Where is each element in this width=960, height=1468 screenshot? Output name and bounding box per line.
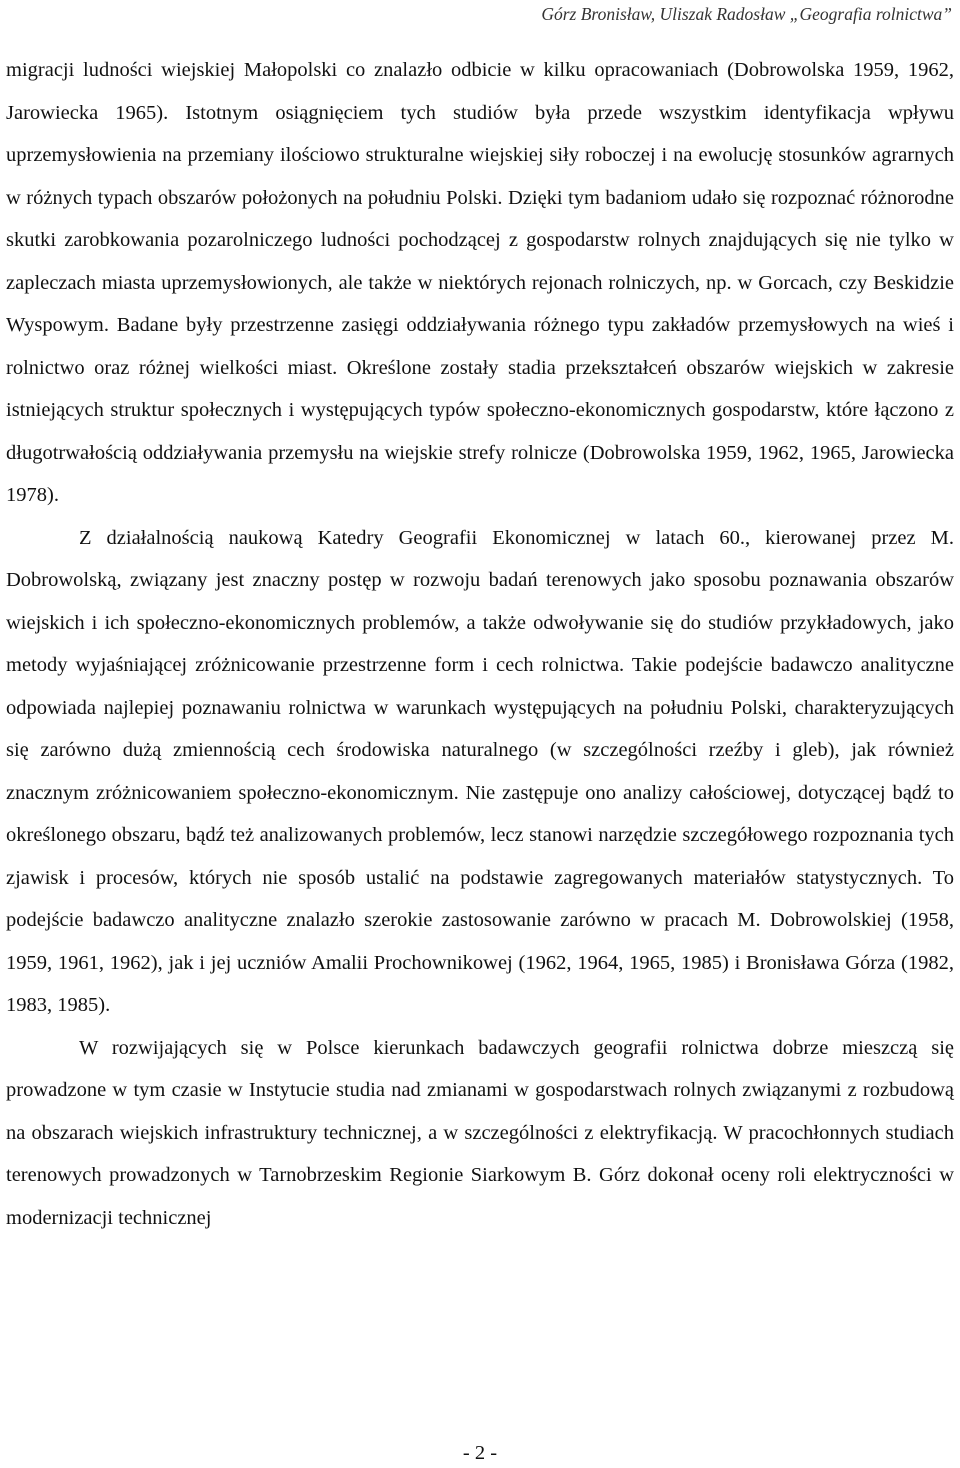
paragraph-migration-studies: migracji ludności wiejskiej Małopolski co znalazło odbicie w kilku opracowaniach (Dobrowolska 1959, 1962, Jarowiecka 1965). Istotnym osiągnięciem tych studiów była przede wszystkim identyfikacja wpływu uprzemysłowienia na przemiany ilościowo strukturalne wiejskiej siły roboczej i na ewolucję stosunków agrarnych w różnych typach obszarów położonych na południu Polski. Dzięki tym badaniom udało się rozpoznać różnorodne skutki zarobkowania pozarolniczego ludności pochodzącej z gospodarstw rolnych znajdujących się nie tylko w zapleczach miasta uprzemysłowionych, ale także w niektórych rejonach rolniczych, np. w Gorcach, czy Beskidzie Wyspowym. Badane były przestrzenne zasięgi oddziaływania różnego typu zakładów przemysłowych na wieś i rolnictwo oraz różnej wielkości miast. Określone zostały stadia przekształceń obszarów wiejskich w zakresie istniejących struktur społecznych i występujących typów społeczno-ekonomicznych gospodarstw, które łączono z długotrwałością oddziaływania przemysłu na wiejskie strefy rolnicze (Dobrowolska 1959, 1962, 1965, Jarowiecka 1978). [6, 59, 954, 506]
running-header: Górz Bronisław, Uliszak Radosław „Geografia rolnictwa” [541, 4, 952, 24]
page-number: - 2 - [462, 1442, 498, 1464]
paragraph-field-research: Z działalnością naukową Katedry Geografii Ekonomicznej w latach 60., kierowanej przez M. Dobrowolską, związany jest znaczny postęp w rozwoju badań terenowych jako sposobu poznawania obszarów wiejskich i ich społeczno-ekonomicznych problemów, a także odwoływanie się do studiów przykładowych, jako metody wyjaśniającej zróżnicowanie przestrzenne form i cech rolnictwa. Takie podejście badawczo analityczne odpowiada najlepiej poznawaniu rolnictwa w warunkach występujących na południu Polski, charakteryzujących się zarówno dużą zmiennością cech środowiska naturalnego (w szczególności rzeźby i gleb), jak również znacznym zróżnicowaniem społeczno-ekonomicznym. Nie zastępuje ono analizy całościowej, dotyczącej bądź to określonego obszaru, bądź też analizowanych problemów, lecz stanowi narzędzie szczegółowego rozpoznania tych zjawisk i procesów, których nie sposób ustalić na podstawie zagregowanych materiałów statystycznych. To podejście badawczo analityczne znalazło szerokie zastosowanie zarówno w pracach M. Dobrowolskiej (1958, 1959, 1961, 1962), jak i jej uczniów Amalii Prochownikowej (1962, 1964, 1965, 1985) i Bronisława Górza (1982, 1983, 1985). [6, 526, 954, 1016]
body-text [6, 49, 954, 1239]
paragraph-electrification: W rozwijających się w Polsce kierunkach badawczych geografii rolnictwa dobrze mieszczą się prowadzone w tym czasie w Instytucie studia nad zmianami w gospodarstwach rolnych związanymi z rozbudową na obszarach wiejskich infrastruktury technicznej, a w szczególności z elektryfikacją. W pracochłonnych studiach terenowych prowadzonych w Tarnobrzeskim Regionie Siarkowym B. Górz dokonał oceny roli elektryczności w modernizacji technicznej [6, 1036, 954, 1229]
